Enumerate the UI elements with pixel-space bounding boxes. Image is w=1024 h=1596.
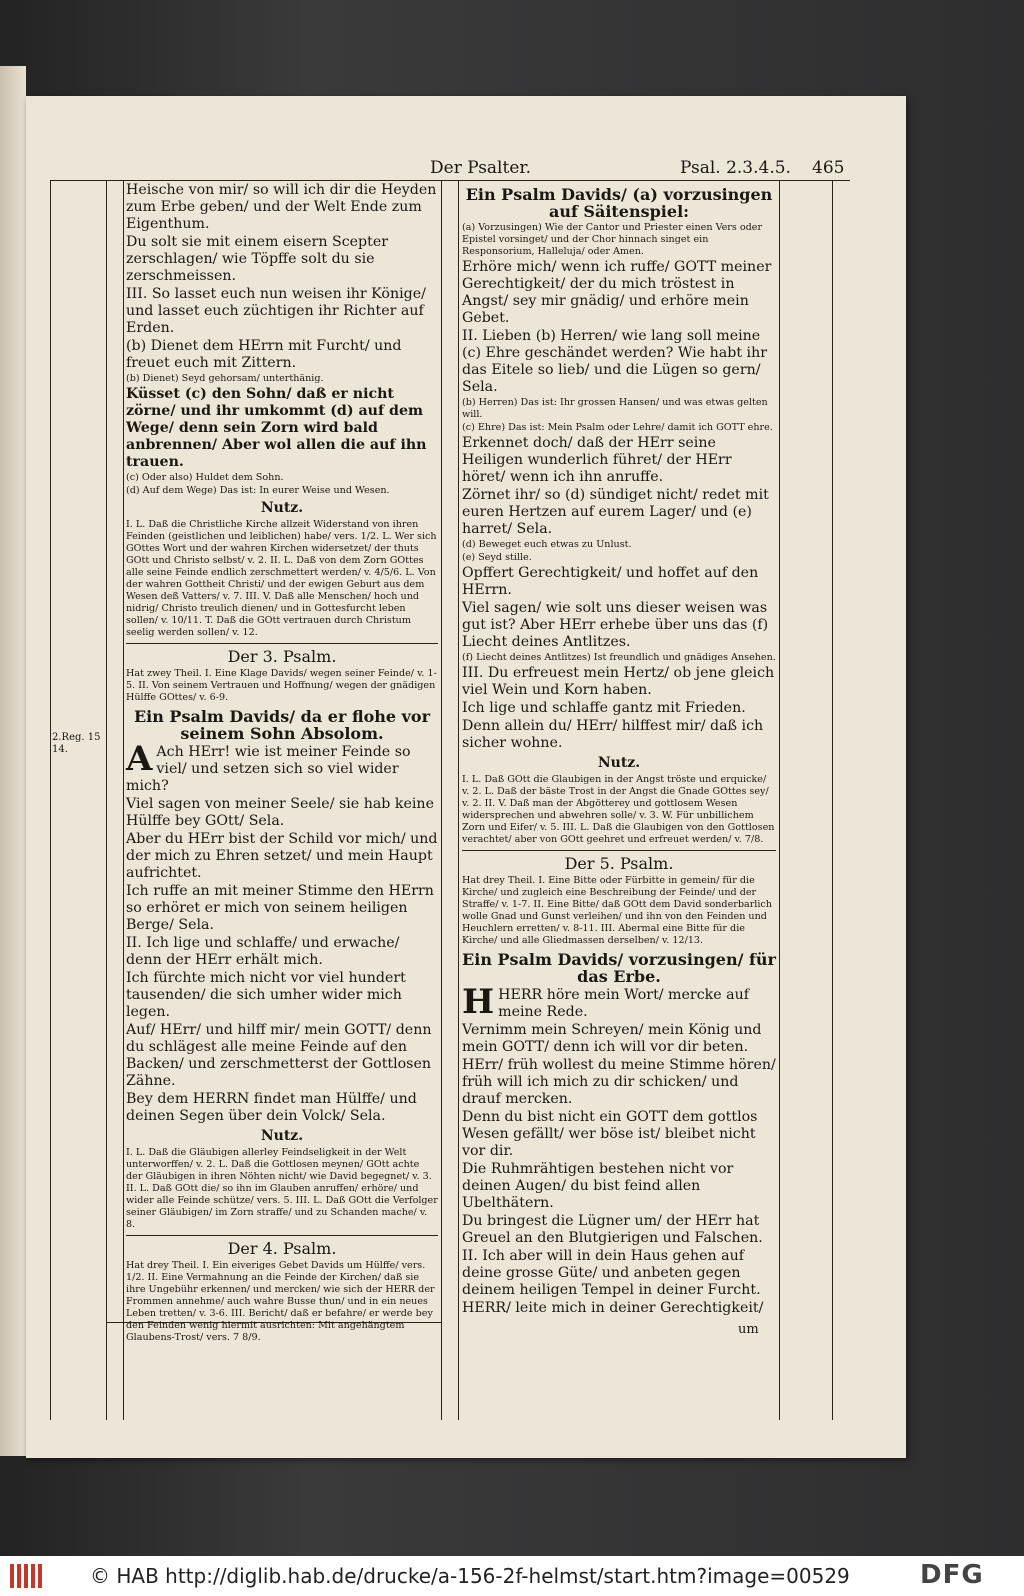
outer-margin-line-right [832, 180, 833, 1420]
psalm-3-title: Der 3. Psalm. [227, 647, 337, 666]
right-column [462, 182, 776, 1318]
psalm-5-heading: Ein Psalm Davids/ vorzusingen/ für das Erbe. [462, 950, 776, 986]
verse-text: Ach HErr! wie ist meiner Feinde so viel/ und setzen sich so viel wider mich? [126, 744, 411, 794]
verse-5-2 [462, 982, 776, 1022]
verse-5-8: II. Ich aber will in dein Haus gehen auf deine grosse Güte/ und anbeten gegen deinem heiligen Tempel in deiner Furcht. [462, 1248, 761, 1298]
verse-2-9: Du solt sie mit einem eisern Scepter zerschlagen/ wie Töpffe solt du sie zerschmeissen. [126, 234, 389, 284]
psalm-4-title: Der 4. Psalm. [227, 1239, 337, 1258]
previous-page-edge [0, 66, 26, 1456]
verse-4-6: Opffert Gerechtigkeit/ und hoffet auf den HErrn. [462, 565, 759, 598]
footnote: (f) Liecht deines Antlitzes) Ist freundlich und gnädiges Ansehen. [462, 652, 776, 663]
verse-3-5: Ich ruffe an mit meiner Stimme den HErrn so erhöret er mich von seinem heiligen Berge/ Sela. [126, 883, 434, 933]
running-header [50, 158, 850, 180]
verse-4-7: Viel sagen/ wie solt uns dieser weisen was gut ist? Aber HErr erhebe über uns das (f) Liecht deines Antlitzes. [462, 600, 769, 650]
drop-cap: H [462, 982, 495, 1022]
verse-4-8: III. Du erfreuest mein Hertz/ ob jene gleich viel Wein und Korn haben. [462, 665, 775, 698]
verse-5-3: Vernimm mein Schreyen/ mein König und mein GOTT/ denn ich will vor dir beten. [462, 1022, 762, 1055]
nutz-heading: Nutz. [260, 1128, 304, 1144]
verse-2-8: Heische von mir/ so will ich dir die Heyden zum Erbe geben/ und der Welt Ende zum Eigenthum. [126, 182, 437, 232]
psalm-3-summary: Hat zwey Theil. I. Eine Klage Davids/ wegen seiner Feinde/ v. 1-5. II. Von seinem Vertrauen und Hoffnung/ wegen der gnädigen Hülffe GOttes/ v. 6-9. [126, 668, 437, 703]
footer-bar [0, 1556, 1024, 1596]
psalm-5-title: Der 5. Psalm. [564, 854, 674, 873]
verse-4-4: Erkennet doch/ daß der HErr seine Heiligen wunderlich führet/ der HErr höret/ wenn ich ihn anruffe. [462, 435, 732, 485]
verse-number-rule [123, 180, 124, 1420]
outer-margin-line [50, 180, 51, 1420]
verse-text: HERR höre mein Wort/ mercke auf meine Rede. [498, 987, 749, 1020]
margin-reference: 2.Reg. 15 14. [52, 732, 101, 755]
verse-4-2: Erhöre mich/ wenn ich ruffe/ GOTT meiner Gerechtigkeit/ der du mich tröstest in Angst/ sey mir gnädig/ und erhöre mein Gebet. [462, 259, 772, 326]
nutz-text: I. L. Daß GOtt die Glaubigen in der Angst tröste und erquicke/ v. 2. L. Daß der bäste Trost in der Angst die Gnade GOttes sey/ v. 2. II. V. Daß man der Abgötterey und gottlosem Wesen widersprechen und abwehren solle/ v. 3. W. Für unbillichem Zorn und Eifer/ v. 5. III. L. Daß die Glaubigen von den Gottlosen verachtet/ aber von GOtt geehret und erfreuet werden/ v. 7/8. [462, 774, 775, 845]
page-number: 465 [812, 158, 845, 178]
psalm-4-heading: Ein Psalm Davids/ (a) vorzusingen auf Säitenspiel: [465, 185, 773, 221]
margin-rule-left [106, 180, 107, 1420]
verse-3-4: Aber du HErr bist der Schild vor mich/ und der mich zu Ehren setzet/ und mein Haupt aufrichtet. [126, 831, 438, 881]
footer-link[interactable]: © HAB http://diglib.hab.de/drucke/a-156-2f-helmst/start.htm?image=00529 [90, 1564, 850, 1588]
drop-cap: A [126, 739, 153, 779]
verse-5-5: Denn du bist nicht ein GOTT dem gottlos Wesen gefällt/ wer böse ist/ bleibet nicht vor dir. [462, 1109, 758, 1159]
right-margin-rule [779, 180, 780, 1420]
verse-5-6: Die Ruhmrähtigen bestehen nicht vor deinen Augen/ du bist feind allen Ubelthätern. [462, 1161, 734, 1211]
verse-4-3: II. Lieben (b) Herren/ wie lang soll meine (c) Ehre geschändet werden? Wie habt ihr das Eitele so lieb/ und die Lügen so gern/ Sela. [462, 328, 768, 395]
catchword: um [738, 1322, 759, 1337]
header-psalms: Psal. 2.3.4.5. [680, 158, 791, 178]
footnote: (b) Herren) Das ist: Ihr grossen Hansen/ und was etwas gelten will. [462, 397, 768, 420]
column-rule-right [458, 180, 459, 1420]
verse-3-2 [126, 739, 438, 795]
dfg-logo: DFG [920, 1560, 984, 1590]
verse-4-10: Denn allein du/ HErr/ hilffest mir/ daß ich sicher wohne. [462, 718, 764, 751]
verse-3-7: Ich fürchte mich nicht vor viel hundert tausenden/ die sich umher wider mich legen. [126, 970, 406, 1020]
verse-3-8: Auf/ HErr/ und hilff mir/ mein GOTT/ denn du schlägest alle meine Feinde auf den Backen/ und zerschmetterst der Gottlosen Zähne. [126, 1022, 432, 1089]
psalm-3-heading: Ein Psalm Davids/ da er flohe vor seinem Sohn Absolom. [133, 707, 431, 743]
footnote: (a) Vorzusingen) Wie der Cantor und Priester einen Vers oder Epistel vorsinget/ und der Chor hinnach singet ein Responsorium, Halleluja/ oder Amen. [462, 222, 763, 257]
nutz-text: I. L. Daß die Gläubigen allerley Feindseligkeit in der Welt unterworffen/ v. 2. L. Daß die Gottlosen meynen/ GOtt achte der Gläubigen in ihren Nöhten nicht/ wie David begegnet/ v. 3. II. L. Daß GOtt die/ so ihn im Glauben anruffen/ erhöre/ und wider alle Feinde schütze/ vers. 5. III. L. Daß GOtt die Verfolger seiner Gläubigen/ im Zorn straffe/ und zu Schanden mache/ v. 8. [126, 1147, 438, 1230]
verse-4-5: Zörnet ihr/ so (d) sündiget nicht/ redet mit euren Hertzen auf eurem Lager/ und (e) harret/ Sela. [462, 487, 769, 537]
footnote: (b) Dienet) Seyd gehorsam/ unterthänig. [126, 373, 324, 384]
verse-2-10: III. So lasset euch nun weisen ihr Könige/ und lasset euch züchtigen ihr Richter auf Erden. [126, 286, 426, 336]
footnote: (d) Beweget euch etwas zu Unlust. [462, 539, 632, 550]
section-rule [462, 850, 776, 851]
footnote: (d) Auf dem Wege) Das ist: In eurer Weise und Wesen. [126, 485, 390, 496]
verse-3-3: Viel sagen von meiner Seele/ sie hab keine Hülffe bey GOtt/ Sela. [126, 796, 434, 829]
nutz-text: I. L. Daß die Christliche Kirche allzeit Widerstand von ihren Feinden (geistlichen und leiblichen) habe/ vers. 1/2. L. Wer sich GOttes Wort und der wahren Kirchen widersetzet/ der thuts GOtt und Christo selbst/ v. 2. II. L. Daß von dem Zorn GOttes alle seine Feinde endlich zerschmettert werden/ v. 4/5/6. L. Von der wahren Gottheit Christi/ und der ewigen Geburt aus dem Wesen deß Vatters/ v. 7. III. V. Daß alle Menschen/ hoch und nidrig/ Christo treulich dienen/ und in Gottesfurcht leben sollen/ v. 10/11. T. Daß die GOtt vertrauen durch Christum seelig werden sollen/ v. 12. [126, 519, 437, 638]
footnote: (e) Seyd stille. [462, 552, 532, 563]
psalm-4-summary: Hat drey Theil. I. Ein eiveriges Gebet Davids um Hülffe/ vers. 1/2. II. Eine Vermahnung an die Feinde der Kirchen/ daß sie ihre Ungebühr erkennen/ und mercken/ wie sich der HERR der Frommen annehme/ auch wahre Busse thun/ und in ein neues Leben tretten/ v. 3-6. III. Bericht/ daß er befahre/ er werde bey den Feinden wenig hiermit ausrichten: Mit angehängtem Glaubens-Trost/ vers. 7 8/9. [126, 1260, 435, 1343]
verse-3-6: II. Ich lige und schlaffe/ und erwache/ denn der HErr erhält mich. [126, 935, 400, 968]
section-rule [126, 1235, 438, 1236]
verse-2-11: (b) Dienet dem HErrn mit Furcht/ und freuet euch mit Zittern. [126, 338, 402, 371]
verse-2-12: Küsset (c) den Sohn/ daß er nicht zörne/ und ihr umkommt (d) auf dem Wege/ denn sein Zorn wird bald anbrennen/ Aber wol allen die auf ihn trauen. [126, 386, 427, 470]
header-rule [50, 180, 850, 181]
footnote: (c) Oder also) Huldet dem Sohn. [126, 472, 284, 483]
nutz-heading: Nutz. [597, 755, 641, 771]
library-logo-icon [8, 1562, 48, 1590]
psalm-5-summary: Hat drey Theil. I. Eine Bitte oder Fürbitte in gemein/ für die Kirche/ und zugleich eine Beschreibung der Feinde/ und der Straffe/ v. 1-7. II. Eine Bitte/ daß GOtt dem David sonderbarlich wolle Gnad und Gunst verleihen/ und ihn von den Feinden und Heuchlern erretten/ v. 8-11. III. Abermal eine Bitte für die Kirche/ und alle Gliedmassen derselben/ v. 12/13. [462, 875, 772, 946]
book-page [26, 96, 906, 1458]
header-title: Der Psalter. [430, 158, 532, 178]
section-rule [126, 643, 438, 644]
column-rule-left [441, 180, 442, 1420]
verse-4-9: Ich lige und schlaffe gantz mit Frieden. [462, 700, 746, 716]
verse-5-4: HErr/ früh wollest du meine Stimme hören/ früh will ich mich zu dir schicken/ und drauf mercken. [462, 1057, 776, 1107]
left-column [126, 182, 438, 1345]
verse-5-9: HERR/ leite mich in deiner Gerechtigkeit/ [462, 1300, 764, 1316]
verse-5-7: Du bringest die Lügner um/ der HErr hat Greuel an den Blutgierigen und Falschen. [462, 1213, 763, 1246]
footnote: (c) Ehre) Das ist: Mein Psalm oder Lehre/ damit ich GOTT ehre. [462, 422, 773, 433]
nutz-heading: Nutz. [260, 500, 304, 516]
verse-3-9: Bey dem HERRN findet man Hülffe/ und deinen Segen über dein Volck/ Sela. [126, 1091, 417, 1124]
